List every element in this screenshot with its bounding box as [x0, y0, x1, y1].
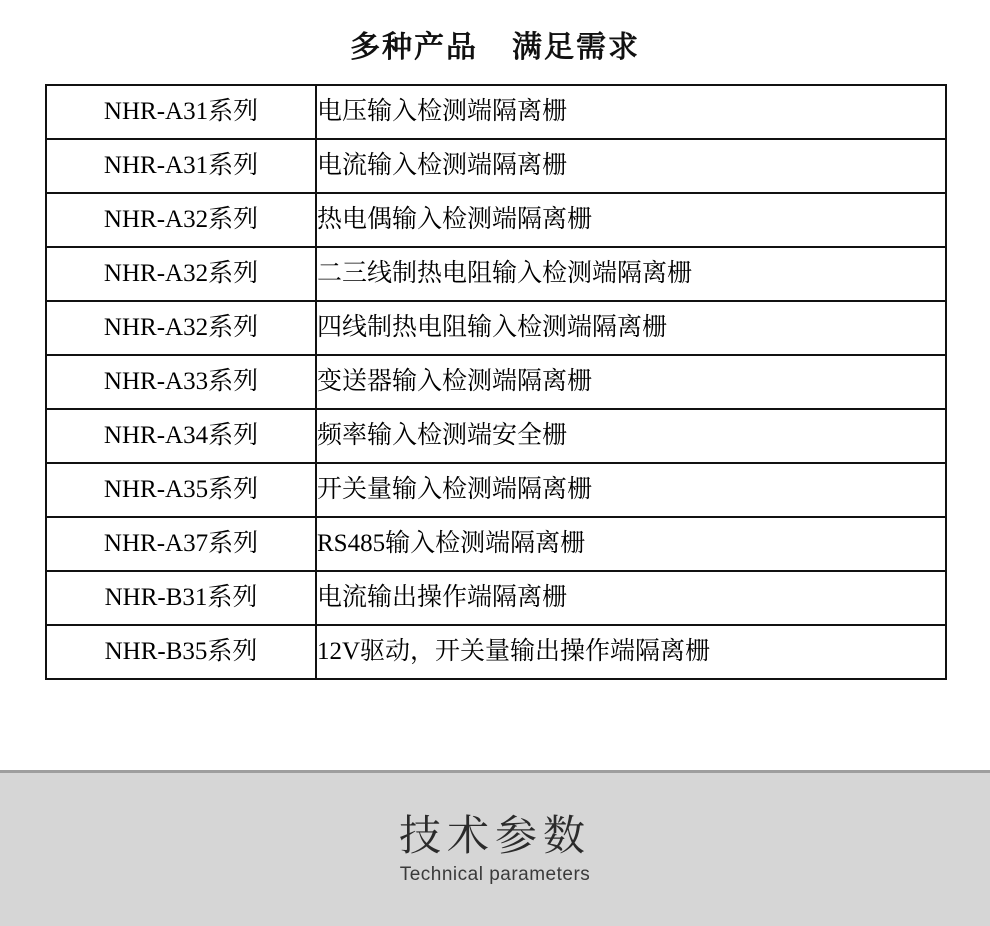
table-row [46, 517, 946, 571]
table-row [46, 409, 946, 463]
description-cell: 频率输入检测端安全栅 [316, 409, 946, 463]
technical-parameters-band [0, 770, 990, 926]
table-row [46, 625, 946, 679]
description-cell: 热电偶输入检测端隔离栅 [316, 193, 946, 247]
description-cell: 电流输出操作端隔离栅 [316, 571, 946, 625]
model-cell: NHR-A32系列 [46, 247, 316, 301]
band-content [0, 773, 990, 926]
description-cell: 电压输入检测端隔离栅 [316, 85, 946, 139]
page-title-part-2: 满足需求 [512, 31, 640, 64]
table-row [46, 139, 946, 193]
model-cell: NHR-A31系列 [46, 85, 316, 139]
product-table-container [45, 84, 945, 680]
table-row [46, 247, 946, 301]
table-row [46, 85, 946, 139]
model-cell: NHR-A34系列 [46, 409, 316, 463]
page-title [0, 0, 990, 84]
model-cell: NHR-A33系列 [46, 355, 316, 409]
description-cell: 12V驱动，开关量输出操作端隔离栅 [316, 625, 946, 679]
model-cell: NHR-A35系列 [46, 463, 316, 517]
table-row [46, 463, 946, 517]
description-cell: 变送器输入检测端隔离栅 [316, 355, 946, 409]
description-cell: RS485输入检测端隔离栅 [316, 517, 946, 571]
product-table [45, 84, 947, 680]
description-cell: 电流输入检测端隔离栅 [316, 139, 946, 193]
band-subtitle: Technical parameters [399, 863, 591, 885]
model-cell: NHR-A32系列 [46, 193, 316, 247]
description-cell: 开关量输入检测端隔离栅 [316, 463, 946, 517]
table-row [46, 355, 946, 409]
product-table-body [46, 85, 946, 679]
band-title: 技术参数 [398, 812, 591, 860]
table-row [46, 193, 946, 247]
model-cell: NHR-A31系列 [46, 139, 316, 193]
model-cell: NHR-B35系列 [46, 625, 316, 679]
model-cell: NHR-A32系列 [46, 301, 316, 355]
table-row [46, 571, 946, 625]
model-cell: NHR-A37系列 [46, 517, 316, 571]
table-row [46, 301, 946, 355]
page-title-part-1: 多种产品 [350, 31, 478, 64]
model-cell: NHR-B31系列 [46, 571, 316, 625]
description-cell: 二三线制热电阻输入检测端隔离栅 [316, 247, 946, 301]
description-cell: 四线制热电阻输入检测端隔离栅 [316, 301, 946, 355]
